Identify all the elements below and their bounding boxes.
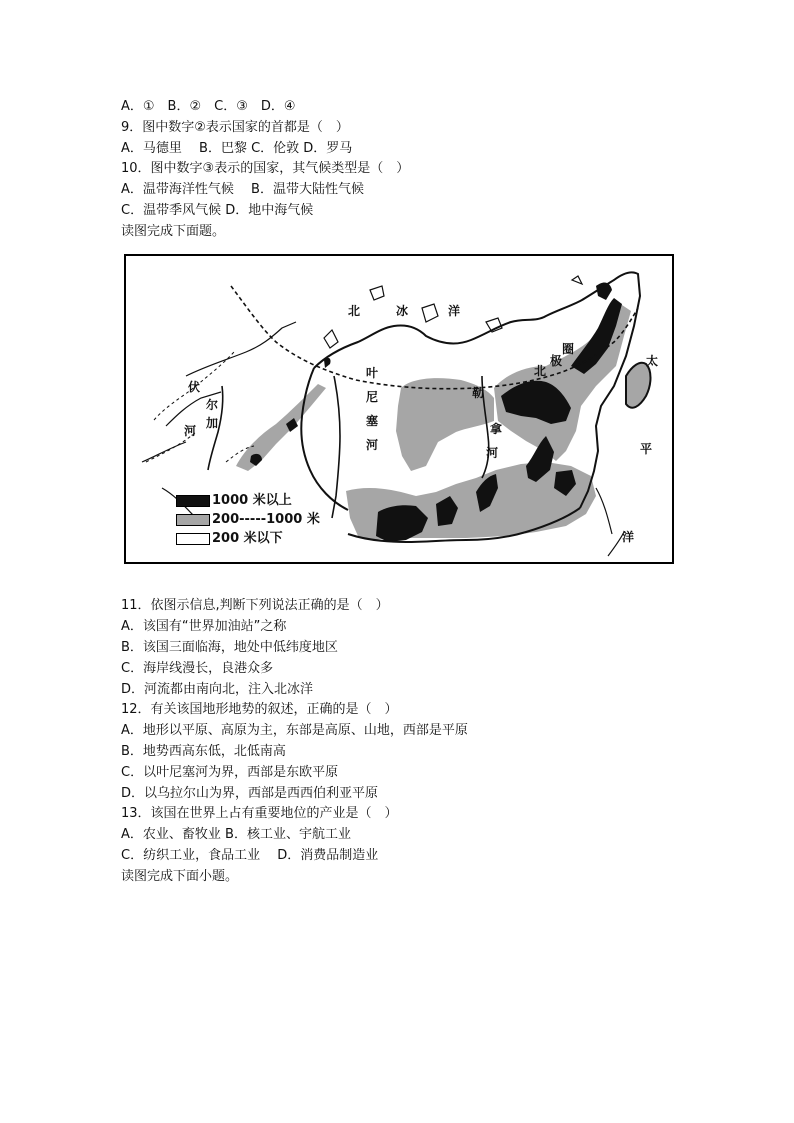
- label-lena-1: 勒: [472, 386, 485, 400]
- country-borders-dashed: [146, 352, 254, 462]
- label-volga-1: 伏: [188, 380, 201, 394]
- label-arctic-circle-3: 圈: [562, 342, 575, 356]
- option-12a: A．地形以平原、高原为主，东部是高原、山地，西部是平原: [121, 723, 468, 738]
- answer-options-q8: A．① B．② C．③ D．④: [121, 99, 296, 114]
- label-pacific-2: 平: [640, 442, 653, 456]
- option-11a: A．该国有“世界加油站”之称: [121, 619, 287, 634]
- question-9: 9．图中数字②表示国家的首都是（ ）: [121, 120, 349, 135]
- option-13ab: A．农业、畜牧业 B．核工业、宇航工业: [121, 827, 351, 842]
- russia-terrain-map: [124, 254, 674, 564]
- read-map-instruction: 读图完成下面题。: [121, 224, 226, 239]
- legend-row-200-1000: [176, 513, 320, 527]
- label-pacific-3: 洋: [622, 530, 635, 544]
- answer-options-q10-ab: A．温带海洋性气候 B．温带大陆性气候: [121, 182, 364, 197]
- legend-row-above-1000: [176, 494, 292, 508]
- label-ice: 冰: [396, 304, 409, 318]
- label-volga-2: 尔: [206, 398, 219, 412]
- question-13: 13．该国在世界上占有重要地位的产业是（ ）: [121, 806, 398, 821]
- legend-swatch-gray: [176, 514, 210, 526]
- label-ocean-arctic: 洋: [448, 304, 461, 318]
- option-12d: D．以乌拉尔山为界，西部是西西伯利亚平原: [121, 786, 379, 801]
- label-volga-3: 加: [206, 416, 219, 430]
- legend-label: 1000 米以上: [212, 493, 292, 508]
- label-lena-3: 河: [486, 446, 499, 460]
- option-12c: C．以叶尼塞河为界，西部是东欧平原: [121, 765, 339, 780]
- question-12: 12．有关该国地形地势的叙述，正确的是（ ）: [121, 702, 398, 717]
- label-volga-4: 河: [184, 424, 197, 438]
- label-arctic-circle-2: 极: [550, 354, 563, 368]
- label-yenisei-1: 叶: [366, 366, 379, 380]
- legend-swatch-white: [176, 533, 210, 545]
- legend-swatch-black: [176, 495, 210, 507]
- label-yenisei-2: 尼: [366, 390, 379, 404]
- answer-options-q10-cd: C．温带季风气候 D．地中海气候: [121, 203, 314, 218]
- option-11b: B．该国三面临海，地处中低纬度地区: [121, 640, 338, 655]
- answer-options-q9: A．马德里 B．巴黎 C．伦敦 D．罗马: [121, 141, 353, 156]
- option-11c: C．海岸线漫长，良港众多: [121, 661, 274, 676]
- label-lena-2: 拿: [490, 422, 503, 436]
- label-north: 北: [348, 304, 361, 318]
- label-yenisei-4: 河: [366, 438, 379, 452]
- option-12b: B．地势西高东低，北低南高: [121, 744, 286, 759]
- yenisei-river: [332, 376, 340, 518]
- legend-label: 200 米以下: [212, 531, 283, 546]
- legend-row-below-200: [176, 532, 283, 546]
- read-map-instruction-2: 读图完成下面小题。: [121, 869, 239, 884]
- legend-label: 200-----1000 米: [212, 512, 320, 527]
- label-pacific-1: 太: [646, 354, 659, 368]
- option-13cd: C．纺织工业，食品工业 D．消费品制造业: [121, 848, 379, 863]
- option-11d: D．河流都由南向北，注入北冰洋: [121, 682, 314, 697]
- label-arctic-circle-1: 北: [534, 364, 547, 378]
- question-11: 11．依图示信息,判断下列说法正确的是（ ）: [121, 598, 389, 613]
- label-yenisei-3: 塞: [366, 414, 379, 428]
- question-10: 10．图中数字③表示的国家，其气候类型是（ ）: [121, 161, 410, 176]
